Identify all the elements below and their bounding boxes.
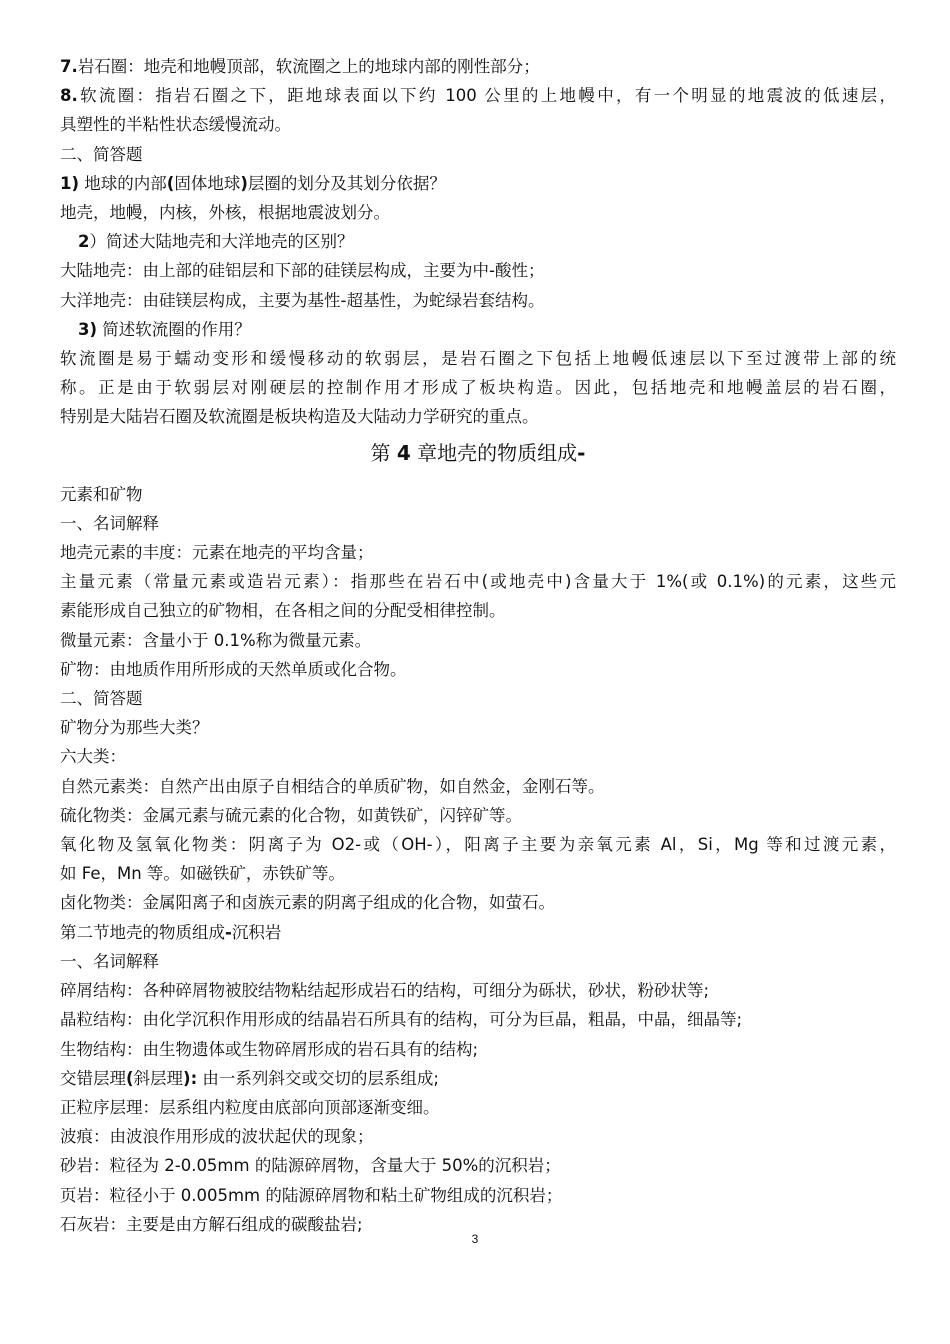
answer-halides: 卤化物类：金属阳离子和卤族元素的阴离子组成的化合物，如萤石。 xyxy=(60,893,555,913)
question-number: 3) xyxy=(78,319,98,339)
answer-1: 地壳，地幔，内核，外核，根据地震波划分。 xyxy=(60,203,390,223)
answer-2a: 大陆地壳：由上部的硅铝层和下部的硅镁层构成，主要为中-酸性； xyxy=(60,261,545,281)
definition-8-line1 xyxy=(60,81,896,110)
question-number: 1) xyxy=(60,173,80,193)
section-heading-terms: 一、名词解释 xyxy=(60,513,159,533)
chapter-name: 章地壳的物质组成 xyxy=(410,440,578,465)
answer-sulfides: 硫化物类：金属元素与硫元素的化合物，如黄铁矿，闪锌矿等。 xyxy=(60,805,522,825)
definition-7 xyxy=(60,52,896,81)
chapter-prefix: 第 xyxy=(370,440,397,465)
item-number: 7. xyxy=(60,57,78,76)
term-ripple-marks: 波痕：由波浪作用形成的波状起伏的现象； xyxy=(60,1127,374,1147)
subsection-title: 元素和矿物 xyxy=(60,484,143,504)
answer-six-classes: 六大类： xyxy=(60,747,126,767)
question-text: ）简述大陆地壳和大洋地壳的区别？ xyxy=(89,232,354,252)
term-text: 交错层理 xyxy=(60,1068,126,1088)
section-heading-terms: 一、名词解释 xyxy=(60,951,159,971)
page-number: 3 xyxy=(471,1232,479,1246)
paren: ( xyxy=(166,173,175,193)
term-shale: 页岩：粒径小于 0.005mm 的陆源碎屑物和粘土矿物组成的沉积岩； xyxy=(60,1185,563,1205)
term-text: 斜层理 xyxy=(133,1068,184,1088)
answer-oxides-line1: 氧化物及氢氧化物类：阴离子为 O2-或（OH-），阳离子主要为亲氧元素 Al，Si，Mg 等和过渡元素， xyxy=(60,835,896,855)
chapter-title xyxy=(60,438,896,468)
term-biogenic-texture: 生物结构：由生物遗体或生物碎屑形成的岩石具有的结构; xyxy=(60,1039,479,1059)
question-mineral-classes: 矿物分为那些大类？ xyxy=(60,718,209,738)
section-heading-short-answer: 二、简答题 xyxy=(60,144,143,164)
term-crystalline-texture: 晶粒结构：由化学沉积作用形成的结晶岩石所具有的结构，可分为巨晶，粗晶，中晶，细晶等; xyxy=(60,1010,743,1030)
term-text: 由一系列斜交或交切的层系组成; xyxy=(197,1068,439,1088)
term-sandstone: 砂岩：粒径为 2-0.05mm 的陆源碎屑物，含量大于 50%的沉积岩； xyxy=(60,1156,561,1176)
section-title-part: 沉积岩 xyxy=(231,922,282,942)
answer-oxides-line2: 如 Fe，Mn 等。如磁铁矿，赤铁矿等。 xyxy=(60,864,345,884)
chapter-dash: - xyxy=(577,440,586,465)
definition-8-line2: 具塑性的半粘性状态缓慢流动。 xyxy=(60,115,291,135)
answer-native-elements: 自然元素类：自然产出由原子自相结合的单质矿物，如自然金，金刚石等。 xyxy=(60,776,605,796)
item-number: 8. xyxy=(60,86,78,106)
paren: ( xyxy=(126,1068,134,1088)
question-text: 地球的内部 xyxy=(79,173,167,193)
question-number: 2 xyxy=(78,232,90,252)
answer-3-line2: 称。正是由于软弱层对刚硬层的控制作用才形成了板块构造。因此，包括地壳和地幔盖层的岩石圈， xyxy=(60,378,896,398)
term-abundance: 地壳元素的丰度：元素在地壳的平均含量； xyxy=(60,543,374,563)
section-title-part: 第二节地壳的物质组成 xyxy=(60,922,225,942)
answer-3-line1: 软流圈是易于蠕动变形和缓慢移动的软弱层，是岩石圈之下包括上地幔低速层以下至过渡带上部的统 xyxy=(60,349,896,369)
term-graded-bedding: 正粒序层理：层系组内粒度由底部向顶部逐渐变细。 xyxy=(60,1097,440,1117)
term-major-elements-line2: 素能形成自己独立的矿物相，在各相之间的分配受相律控制。 xyxy=(60,601,506,621)
question-1 xyxy=(60,169,896,198)
definition-text: 岩石圈：地壳和地幔顶部，软流圈之上的地球内部的刚性部分； xyxy=(77,57,540,76)
term-trace-elements: 微量元素：含量小于 0.1%称为微量元素。 xyxy=(60,630,372,650)
section-heading-short-answer: 二、简答题 xyxy=(60,689,143,709)
question-text: 固体地球 xyxy=(174,173,241,193)
section-title-dash: - xyxy=(225,922,232,942)
question-text: 层圈的划分及其划分依据？ xyxy=(247,173,446,193)
document-page xyxy=(60,52,896,1239)
answer-3-line3: 特别是大陆岩石圈及软流圈是板块构造及大陆动力学研究的重点。 xyxy=(60,407,539,427)
paren: ): xyxy=(183,1068,198,1088)
section-title-sedimentary xyxy=(60,918,896,947)
term-clastic-texture: 碎屑结构：各种碎屑物被胶结物粘结起形成岩石的结构，可细分为砾状，砂状，粉砂状等; xyxy=(60,981,710,1001)
term-major-elements-line1: 主量元素（常量元素或造岩元素）：指那些在岩石中(或地壳中)含量大于 1%(或 0.1%)的元素，这些元 xyxy=(60,572,896,592)
paren: ) xyxy=(240,173,248,193)
term-cross-bedding xyxy=(60,1064,896,1093)
question-text: 简述软流圈的作用？ xyxy=(97,319,251,339)
question-2 xyxy=(60,227,896,256)
chapter-number: 4 xyxy=(396,440,411,465)
answer-2b: 大洋地壳：由硅镁层构成，主要为基性-超基性，为蛇绿岩套结构。 xyxy=(60,290,545,310)
question-3 xyxy=(60,315,896,344)
term-mineral: 矿物：由地质作用所形成的天然单质或化合物。 xyxy=(60,659,407,679)
definition-text: 软流圈：指岩石圈之下，距地球表面以下约 100 公里的上地幔中，有一个明显的地震波的低速层， xyxy=(77,86,896,106)
term-limestone: 石灰岩：主要是由方解石组成的碳酸盐岩; xyxy=(60,1214,363,1234)
